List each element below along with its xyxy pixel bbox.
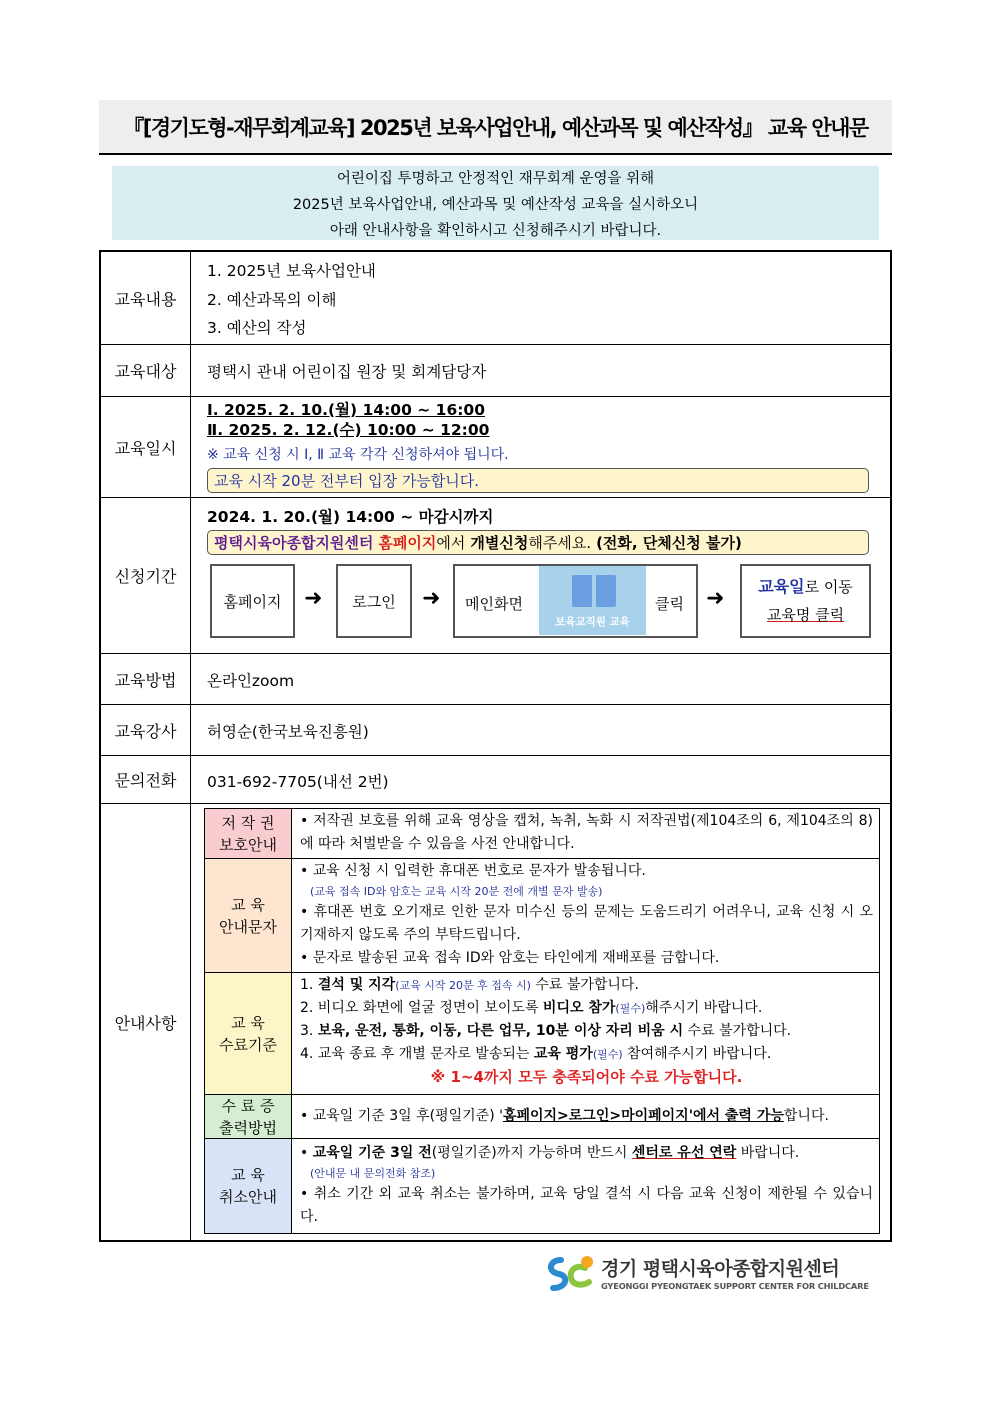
footer-logo — [545, 1252, 895, 1297]
row-label: 교육방법 — [101, 654, 191, 704]
lecturer-text: 허영순(한국보육진흥원) — [207, 723, 369, 741]
page-title: 『[경기도형-재무회계교육] 2025년 보육사업안내, 예산과목 및 예산작성』 교육 안내문 — [99, 100, 892, 155]
book-icon — [572, 575, 616, 607]
arrow-icon: ➜ — [304, 586, 323, 611]
phone-text: 031-692-7705(내선 2번) — [207, 773, 389, 791]
sc-logo-icon — [545, 1254, 597, 1296]
notice-table — [204, 808, 880, 1234]
content-item: 2. 예산과목의 이해 — [207, 290, 337, 309]
apply-deadline: 2024. 1. 20.(월) 14:00 ~ 마감시까지 — [207, 508, 494, 526]
content-item: 1. 2025년 보육사업안내 — [207, 262, 376, 280]
target-text: 평택시 관내 어린이집 원장 및 회계담당자 — [207, 363, 487, 381]
apply-method-box: 평택시육아종합지원센터 홈페이지 에서 개별신청 해주세요. (전화, 단체신청 불가) — [207, 530, 869, 555]
row-phone — [101, 756, 890, 804]
footer-subtitle: GYEONGGI PYEONGTAEK SUPPORT CENTER FOR CHILDCARE — [601, 1281, 869, 1291]
method-text: 온라인zoom — [207, 672, 295, 690]
row-date — [101, 397, 890, 498]
step-main-screen: 메인화면 보육교직원 교육 클릭 — [453, 564, 698, 638]
row-label: 신청기간 — [101, 498, 191, 653]
date-note: ※ 교육 신청 시 Ⅰ, Ⅱ 교육 각각 신청하셔야 됩니다. — [207, 447, 509, 463]
row-target — [101, 345, 890, 397]
teacher-education-tile: 보육교직원 교육 — [539, 566, 646, 635]
row-label: 교육일시 — [101, 397, 191, 497]
date-session-2: Ⅱ. 2025. 2. 12.(수) 10:00 ~ 12:00 — [207, 421, 490, 439]
content-item: 3. 예산의 작성 — [207, 319, 307, 337]
row-label: 교육강사 — [101, 705, 191, 755]
row-label: 문의전화 — [101, 756, 191, 803]
row-apply — [101, 498, 890, 654]
step-education-day: 교육일로 이동 교육명 클릭 — [740, 564, 871, 638]
row-method — [101, 654, 890, 705]
date-session-1: Ⅰ. 2025. 2. 10.(월) 14:00 ~ 16:00 — [207, 401, 485, 419]
row-content — [101, 252, 890, 345]
notice-sms: 교 육 안내문자 • 교육 신청 시 입력한 휴대폰 번호로 문자가 발송됩니다. (교육 접속 ID와 암호는 교육 시작 20분 전에 개별 문자 발송) • 휴대폰 번호 오기재로 인한 문자 미수신 등의 문제는 도움드리기 어려우니, 교육 신청 시 오기재하지 않도록 주의 부탁드립니다. • 문자로 발송된 교육 접속 ID와 암호는 타인에게 재배포를 금합니다. — [205, 859, 879, 973]
step-login: 로그인 — [336, 564, 412, 638]
arrow-icon: ➜ — [706, 586, 725, 611]
row-lecturer — [101, 705, 890, 756]
step-homepage: 홈페이지 — [210, 564, 295, 638]
info-table — [99, 250, 892, 1242]
arrow-icon: ➜ — [422, 586, 441, 611]
notice-certificate: 수 료 증 출력방법 • 교육일 기준 3일 후(평일기준) '홈페이지>로그인>마이페이지'에서 출력 가능합니다. — [205, 1095, 879, 1139]
footer-name: 경기 평택시육아종합지원센터 — [601, 1258, 840, 1280]
row-label: 안내사항 — [101, 804, 191, 1240]
notice-criteria: 교 육 수료기준 1. 결석 및 지각(교육 시작 20분 후 접속 시) 수료 불가합니다. 2. 비디오 화면에 얼굴 정면이 보이도록 비디오 참가(필수)해주시기 바랍니다. 3. 보육, 운전, 통화, 이동, 다른 업무, 10분 이상 자리 비움 시 수료 불가합니다. 4. 교육 종료 후 개별 문자로 발송되는 교육 평가(필수) 참여해주시기 바랍니다. ※ 1~4까지 모두 충족되어야 수료 가능합니다. — [205, 973, 879, 1095]
notice-cancel: 교 육 취소안내 • 교육일 기준 3일 전(평일기준)까지 가능하며 반드시 센터로 유선 연락 바랍니다. (안내문 내 문의전화 참조) • 취소 기간 외 교육 취소는 불가하며, 교육 당일 결석 시 다음 교육 신청이 제한될 수 있습니다. — [205, 1139, 879, 1233]
criteria-warning: ※ 1~4까지 모두 충족되어야 수료 가능합니다. — [430, 1068, 743, 1086]
notice-copyright: 저 작 권 보호안내 • 저작권 보호를 위해 교육 영상을 캡쳐, 녹취, 녹화 시 저작권법(제104조의 6, 제104조의 8)에 따라 처벌받을 수 있음을 사전 안내합니다. — [205, 809, 879, 859]
row-label: 교육내용 — [101, 252, 191, 344]
intro-box: 어린이집 투명하고 안정적인 재무회계 운영을 위해 2025년 보육사업안내, 예산과목 및 예산작성 교육을 실시하오니 아래 안내사항을 확인하시고 신청해주시기 바랍니다. — [112, 166, 879, 240]
entry-time-box: 교육 시작 20분 전부터 입장 가능합니다. — [207, 468, 869, 493]
row-label: 교육대상 — [101, 345, 191, 396]
